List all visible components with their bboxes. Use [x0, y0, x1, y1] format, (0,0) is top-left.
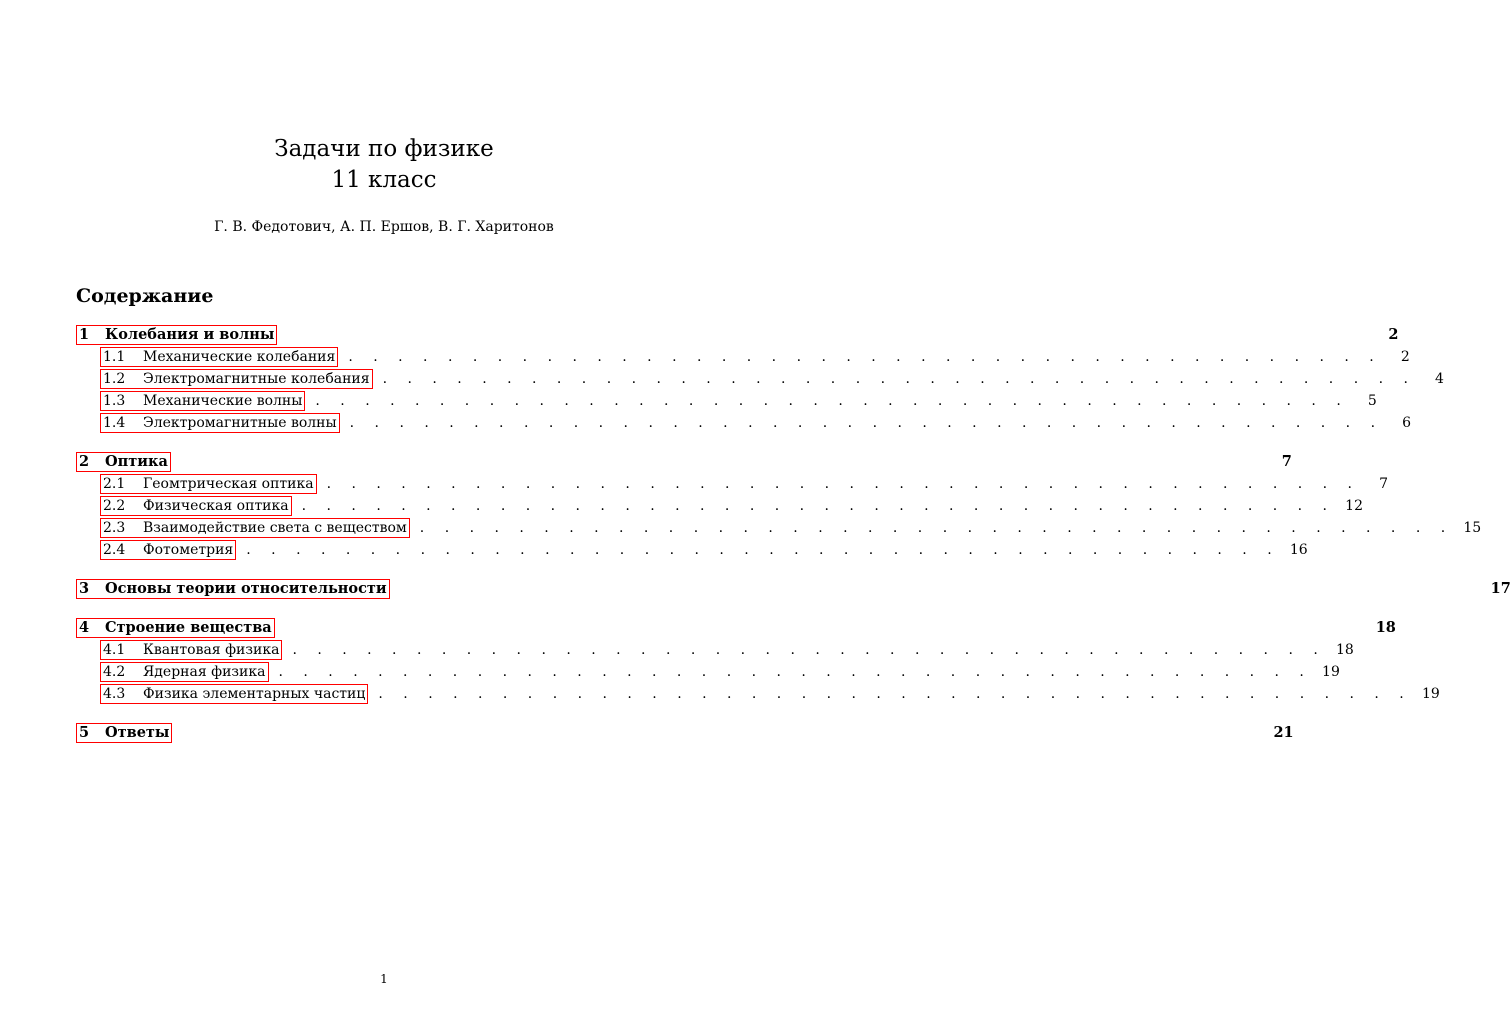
toc-page: 2 — [1388, 326, 1399, 343]
toc-title: Фотометрия — [143, 542, 234, 558]
toc-link[interactable] — [76, 618, 275, 638]
toc-row — [76, 325, 1399, 347]
toc-link[interactable] — [100, 662, 269, 682]
toc-leader: . . . . . . . . . . . . . . . . . . . . . . . . . . . . . . . . . . . . . . . . . . — [301, 498, 1335, 514]
toc-row — [76, 391, 1377, 413]
toc-leader: . . . . . . . . . . . . . . . . . . . . . . . . . . . . . . . . . . . . . . . . . . — [348, 349, 1382, 365]
toc-row — [76, 413, 1412, 435]
toc-number: 1.4 — [103, 415, 126, 431]
toc-leader: . . . . . . . . . . . . . . . . . . . . . . . . . . . . . . . . . . . . . . . . . . — [315, 393, 1349, 409]
toc-leader: . . . . . . . . . . . . . . . . . . . . . . . . . . . . . . . . . . . . . . . . . . — [382, 371, 1416, 387]
toc-number: 1.2 — [103, 371, 126, 387]
toc-link[interactable] — [76, 325, 277, 345]
toc-leader: . . . . . . . . . . . . . . . . . . . . . . . . . . . . . . . . . . . . . . . . . . — [378, 686, 1412, 702]
toc-leader: . . . . . . . . . . . . . . . . . . . . . . . . . . . . . . . . . . . . . . . . . . — [278, 664, 1312, 680]
authors: Г. В. Федотович, А. П. Ершов, В. Г. Харитонов — [214, 219, 554, 235]
toc-number: 2.1 — [103, 476, 126, 492]
toc-title: Физическая оптика — [143, 498, 289, 514]
toc-page: 12 — [1345, 498, 1363, 514]
toc-number: 4.2 — [103, 664, 126, 680]
toc-link[interactable] — [100, 474, 317, 494]
toc-row — [76, 579, 1511, 601]
toc-number: 2.4 — [103, 542, 126, 558]
toc-title: Оптика — [105, 453, 168, 470]
toc-page: 6 — [1402, 415, 1412, 431]
toc-title: Строение вещества — [105, 619, 272, 636]
toc-leader: . . . . . . . . . . . . . . . . . . . . . . . . . . . . . . . . . . . . . . . . . . — [326, 476, 1360, 492]
toc-row — [76, 662, 1340, 684]
toc-title: Механические волны — [143, 393, 303, 409]
toc-link[interactable] — [100, 640, 282, 660]
toc-page: 7 — [1281, 453, 1292, 470]
toc-number: 2.2 — [103, 498, 126, 514]
toc-title: Квантовая физика — [143, 642, 280, 658]
toc-link[interactable] — [76, 452, 171, 472]
toc-row — [76, 369, 1444, 391]
toc-page: 16 — [1289, 542, 1308, 558]
toc-title: Геомтрическая оптика — [143, 476, 314, 492]
toc-row — [76, 540, 1308, 562]
toc-leader: . . . . . . . . . . . . . . . . . . . . . . . . . . . . . . . . . . . . . . . . . . — [349, 415, 1384, 431]
toc-row — [76, 723, 1294, 745]
toc-number: 1 — [79, 326, 90, 343]
toc-link[interactable] — [100, 369, 373, 389]
title-line-2: 11 класс — [331, 167, 437, 193]
document-title — [0, 134, 768, 196]
table-of-contents — [76, 325, 1511, 745]
toc-row — [76, 474, 1388, 496]
toc-title: Электромагнитные волны — [143, 415, 337, 431]
toc-title: Физика элементарных частиц — [143, 686, 366, 702]
toc-row — [76, 518, 1482, 540]
toc-page: 19 — [1421, 686, 1440, 702]
toc-page: 21 — [1273, 724, 1294, 741]
toc-page: 17 — [1490, 580, 1511, 597]
toc-title: Основы теории относительности — [105, 580, 387, 597]
toc-number: 2 — [79, 453, 90, 470]
toc-link[interactable] — [100, 413, 340, 433]
toc-page: 18 — [1335, 642, 1354, 658]
toc-row — [76, 347, 1410, 369]
toc-link[interactable] — [100, 496, 292, 516]
toc-link[interactable] — [100, 518, 410, 538]
toc-title: Взаимодействие света с веществом — [143, 520, 407, 536]
toc-row — [76, 452, 1292, 474]
toc-link[interactable] — [100, 540, 236, 560]
toc-number: 1.1 — [103, 349, 126, 365]
toc-link[interactable] — [100, 391, 305, 411]
toc-row — [76, 496, 1363, 518]
toc-number: 5 — [79, 724, 90, 741]
toc-page: 5 — [1367, 393, 1377, 409]
toc-title: Колебания и волны — [105, 326, 275, 343]
toc-number: 4.3 — [103, 686, 126, 702]
toc-title: Механические колебания — [143, 349, 336, 365]
toc-page: 15 — [1463, 520, 1482, 536]
toc-page: 7 — [1379, 476, 1388, 492]
toc-link[interactable] — [100, 347, 338, 367]
toc-link[interactable] — [76, 723, 172, 743]
toc-link[interactable] — [76, 579, 390, 599]
toc-leader: . . . . . . . . . . . . . . . . . . . . . . . . . . . . . . . . . . . . . . . . . . — [292, 642, 1326, 658]
toc-row — [76, 684, 1440, 706]
toc-heading: Содержание — [76, 285, 214, 307]
page-number: 1 — [380, 972, 388, 986]
toc-page: 19 — [1322, 664, 1340, 680]
toc-page: 2 — [1400, 349, 1410, 365]
title-line-1: Задачи по физике — [274, 136, 494, 162]
toc-link[interactable] — [100, 684, 368, 704]
toc-page: 4 — [1435, 371, 1444, 387]
toc-row — [76, 640, 1354, 662]
toc-number: 2.3 — [103, 520, 126, 536]
toc-number: 1.3 — [103, 393, 126, 409]
toc-row — [76, 618, 1396, 640]
toc-title: Электромагнитные колебания — [143, 371, 370, 387]
toc-leader: . . . . . . . . . . . . . . . . . . . . . . . . . . . . . . . . . . . . . . . . . . — [419, 520, 1454, 536]
toc-number: 4.1 — [103, 642, 126, 658]
toc-title: Ядерная физика — [143, 664, 266, 680]
toc-page: 18 — [1375, 619, 1396, 636]
toc-title: Ответы — [105, 724, 170, 741]
toc-leader: . . . . . . . . . . . . . . . . . . . . . . . . . . . . . . . . . . . . . . . . . . — [246, 542, 1280, 558]
toc-number: 4 — [79, 619, 90, 636]
toc-number: 3 — [79, 580, 90, 597]
